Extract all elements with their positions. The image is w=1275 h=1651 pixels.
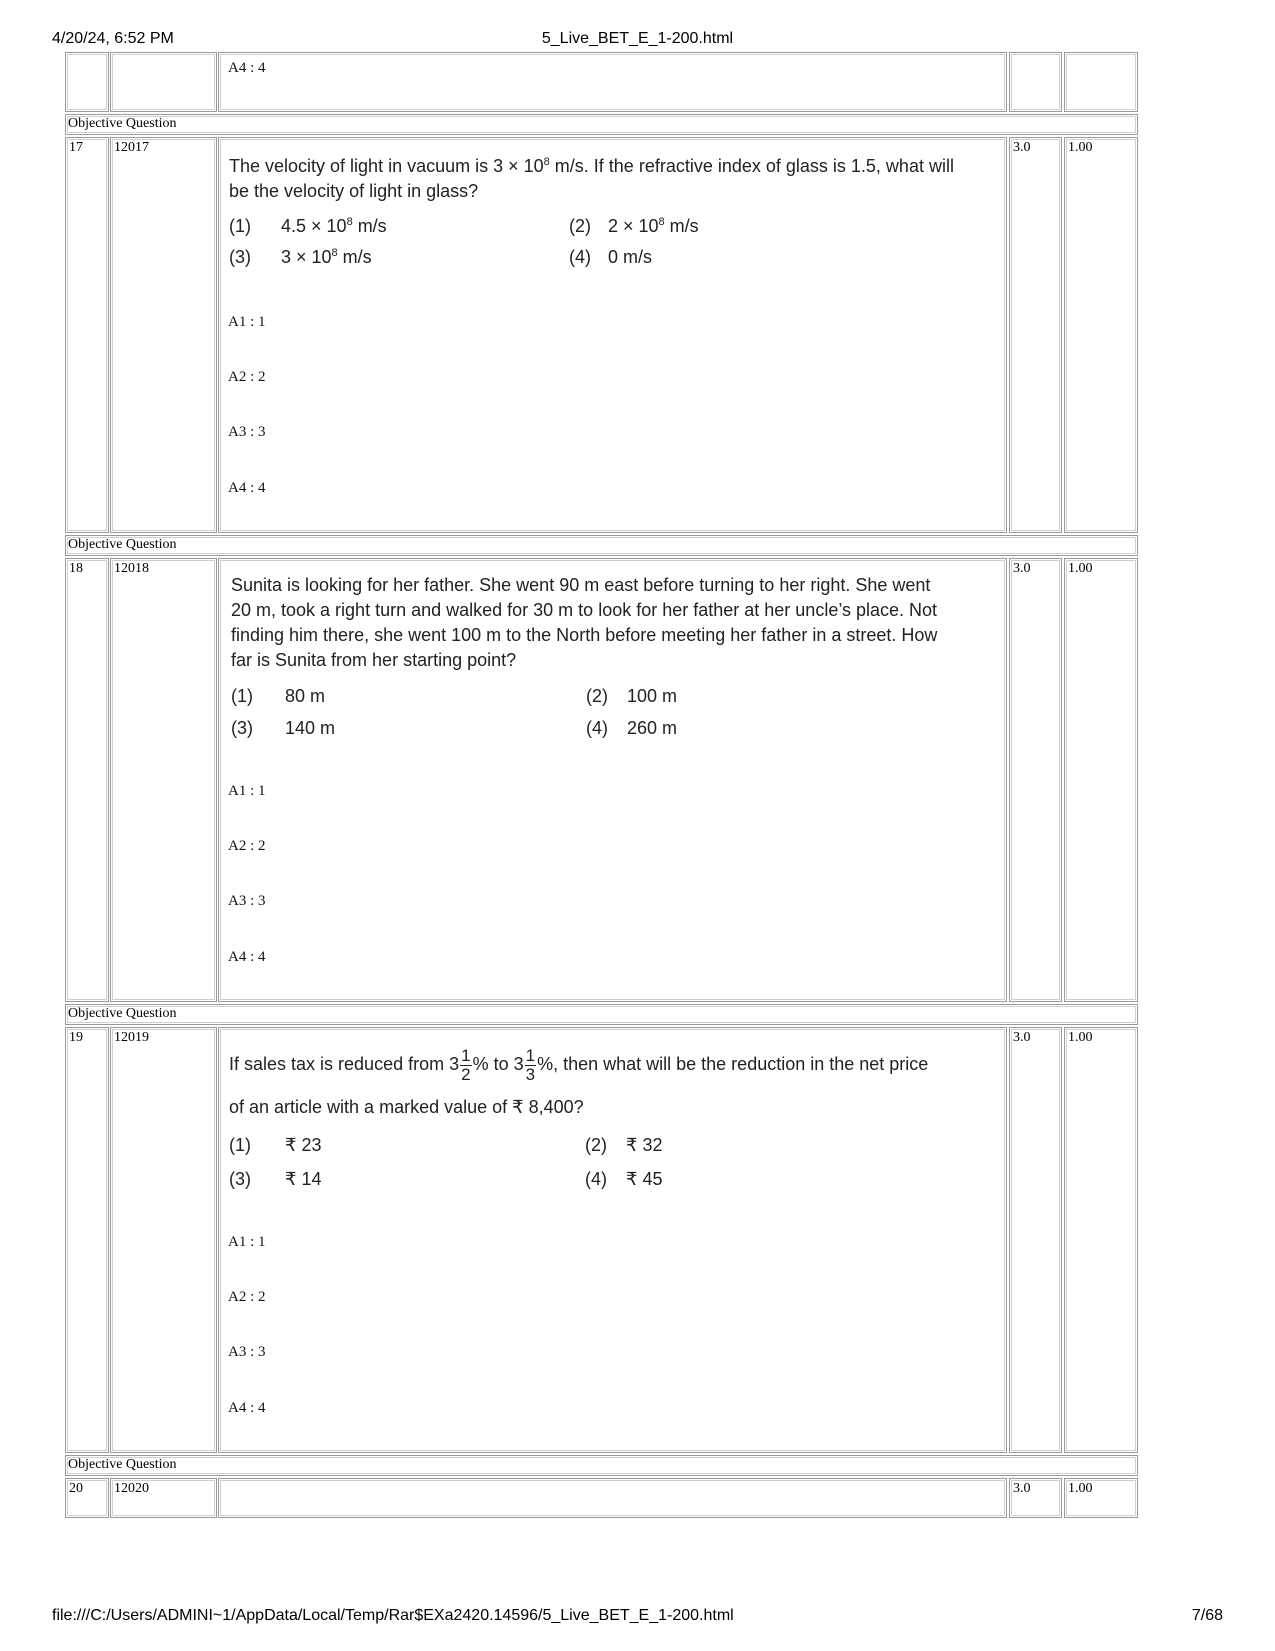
fraction: $\frac{1}{2}$ [461,1045,471,1084]
question-text: If sales tax is reduced from 3 $\frac{1}{2}$ % to 3 $\frac{1}{3}$ %, then what will be the reduction in the net price [229,1045,929,1084]
question-text: The velocity of light in vacuum is $3 \times 10^8$ m/s. If the refractive index of glass is 1.5, what will be the velocity of light in glass? [229,156,954,201]
question-text: Sunita is looking for her father. She went 90 m east before turning to her right. She went 20 m, took a right turn and walked for 30 m to look for her father at her uncle’s place. Not finding him there, she went 100 m to the North before meeting her father in a street. How far is Sunita from her starting point? [231,575,938,670]
prev-number-cell [65,52,109,112]
file-path: file:///C:/Users/ADMINI~1/AppData/Local/Temp/Rar$EXa2420.14596/5_Live_BET_E_1-200.html [52,1607,734,1624]
prev-marks-cell [1009,52,1062,112]
option-2: (2) 100 m [586,686,678,706]
answer-line: A1 : 1 [228,314,266,330]
option-2: (2) $2 \times 10^8$ m/s [569,216,699,236]
negative-marks: 1.00 [1064,1478,1138,1518]
option-3: (3) 140 m [231,718,336,738]
fraction: $\frac{1}{3}$ [525,1045,536,1084]
question-content [218,1027,1007,1453]
page-number: 7/68 [1191,1607,1223,1624]
section-label: Objective Question [65,535,1138,556]
question-id: 12019 [110,1027,217,1453]
option-4: (4) 260 m [586,718,678,738]
answer-line: A3 : 3 [228,1344,266,1360]
question-number: 19 [65,1027,109,1453]
answer-line: A4 : 4 [228,480,266,496]
answer-line: A1 : 1 [228,1234,266,1250]
question-marks: 3.0 [1009,1478,1062,1518]
section-label: Objective Question [65,1455,1138,1476]
answer-line: A4 : 4 [228,1400,266,1416]
option-1: (1) $4.5 \times 10^8$ m/s [229,216,387,236]
answer-line: A4 : 4 [228,60,266,76]
question-id: 12018 [110,558,217,1002]
question-content [218,1478,1007,1518]
option-3: (3) ₹ 14 [229,1169,322,1189]
option-4: (4) ₹ 45 [585,1169,663,1189]
option-1: (1) 80 m [231,686,326,706]
question-number: 17 [65,137,109,533]
section-label: Objective Question [65,114,1138,135]
question-content [218,558,1007,1002]
answer-line: A2 : 2 [228,838,266,854]
question-id: 12020 [110,1478,217,1518]
document-title: 5_Live_BET_E_1-200.html [541,30,734,47]
answer-line: A1 : 1 [228,783,266,799]
question-marks: 3.0 [1009,558,1062,1002]
answer-line: A4 : 4 [228,949,266,965]
option-1: (1) ₹ 23 [229,1135,322,1155]
option-4: (4) 0 m/s [569,247,653,267]
question-marks: 3.0 [1009,137,1062,533]
answer-line: A3 : 3 [228,424,266,440]
option-2: (2) ₹ 32 [585,1135,663,1155]
question-text-line2: of an article with a marked value of ₹ 8,400? [229,1097,584,1117]
question-id: 12017 [110,137,217,533]
section-label: Objective Question [65,1004,1138,1025]
prev-id-cell [110,52,217,112]
answer-line: A3 : 3 [228,893,266,909]
question-content [218,137,1007,533]
question-marks: 3.0 [1009,1027,1062,1453]
question-number: 18 [65,558,109,1002]
print-datetime: 4/20/24, 6:52 PM [52,30,174,47]
question-number: 20 [65,1478,109,1518]
prev-question-cell [218,52,1007,112]
prev-negative-cell [1064,52,1138,112]
negative-marks: 1.00 [1064,558,1138,1002]
negative-marks: 1.00 [1064,137,1138,533]
option-3: (3) $3 \times 10^8$ m/s [229,247,372,267]
answer-line: A2 : 2 [228,369,266,385]
answer-line: A2 : 2 [228,1289,266,1305]
negative-marks: 1.00 [1064,1027,1138,1453]
